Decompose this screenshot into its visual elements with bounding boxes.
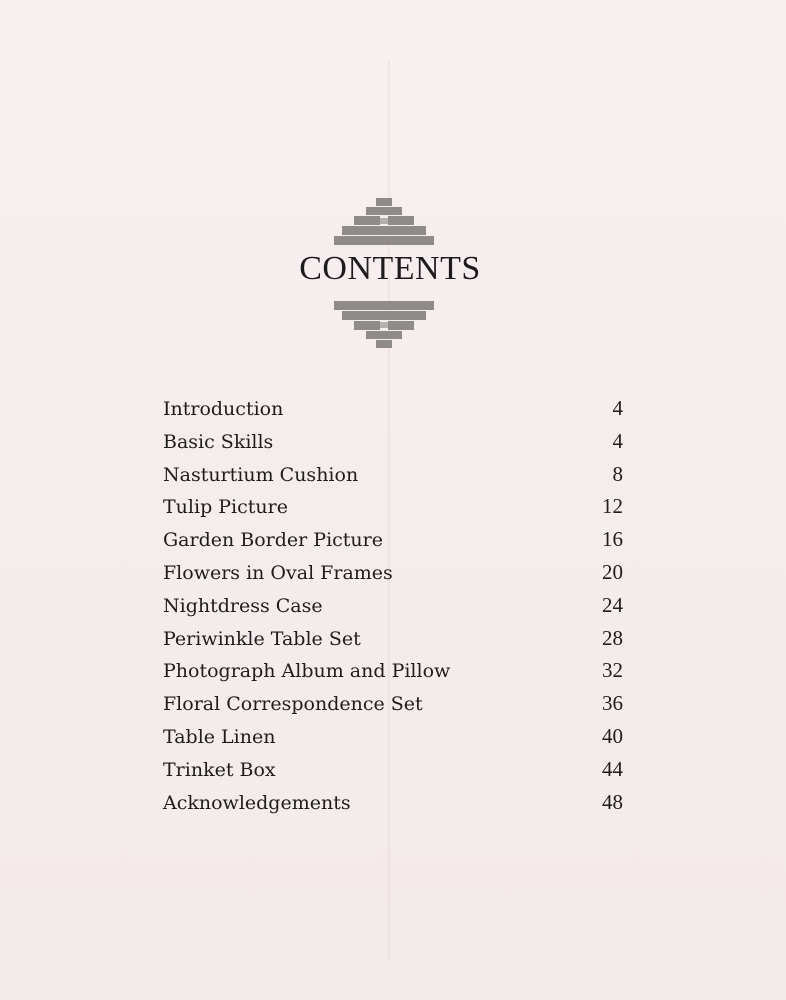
toc-entry[interactable] <box>163 593 623 626</box>
toc-entry-title: Garden Border Picture <box>163 529 383 552</box>
toc-entry[interactable] <box>163 790 623 823</box>
toc-entry[interactable] <box>163 462 623 495</box>
toc-entry-title: Acknowledgements <box>163 791 351 814</box>
toc-entry-page: 40 <box>602 723 623 748</box>
toc-entry-page: 4 <box>612 428 623 453</box>
toc-entry-page: 4 <box>612 396 623 420</box>
pixel-diamond-motif-icon <box>334 300 434 350</box>
toc-entry[interactable] <box>163 429 623 462</box>
toc-entry[interactable] <box>163 560 623 593</box>
toc-entry-page: 12 <box>602 494 623 519</box>
toc-entry-title: Floral Correspondence Set <box>163 693 423 716</box>
toc-entry-title: Photograph Album and Pillow <box>163 660 451 683</box>
toc-entry-page: 48 <box>602 789 623 814</box>
toc-entry[interactable] <box>163 527 623 560</box>
toc-entry-title: Nasturtium Cushion <box>163 463 359 486</box>
toc-entry[interactable] <box>163 658 623 691</box>
toc-entry-title: Introduction <box>163 398 284 420</box>
table-of-contents <box>163 396 623 822</box>
pixel-diamond-motif-icon <box>334 196 434 246</box>
toc-entry-page: 44 <box>602 756 623 781</box>
toc-entry-title: Tulip Picture <box>163 496 288 519</box>
toc-entry-title: Table Linen <box>163 725 276 748</box>
toc-entry[interactable] <box>163 626 623 659</box>
toc-entry[interactable] <box>163 494 623 527</box>
toc-entry-title: Basic Skills <box>163 430 274 453</box>
toc-entry-page: 20 <box>602 559 623 584</box>
toc-entry[interactable] <box>163 724 623 757</box>
toc-entry-page: 28 <box>602 625 623 650</box>
toc-entry-page: 24 <box>602 592 623 617</box>
page-title: CONTENTS <box>299 250 481 287</box>
toc-entry-title: Flowers in Oval Frames <box>163 561 393 584</box>
toc-entry-title: Nightdress Case <box>163 594 323 617</box>
toc-entry-page: 8 <box>612 461 623 486</box>
toc-entry[interactable] <box>163 691 623 724</box>
toc-entry-page: 32 <box>602 658 623 683</box>
toc-entry-page: 36 <box>602 691 623 716</box>
toc-entry[interactable] <box>163 757 623 790</box>
toc-entry-title: Trinket Box <box>163 758 276 781</box>
toc-entry[interactable] <box>163 396 623 429</box>
toc-entry-title: Periwinkle Table Set <box>163 627 361 650</box>
toc-entry-page: 16 <box>602 527 623 552</box>
